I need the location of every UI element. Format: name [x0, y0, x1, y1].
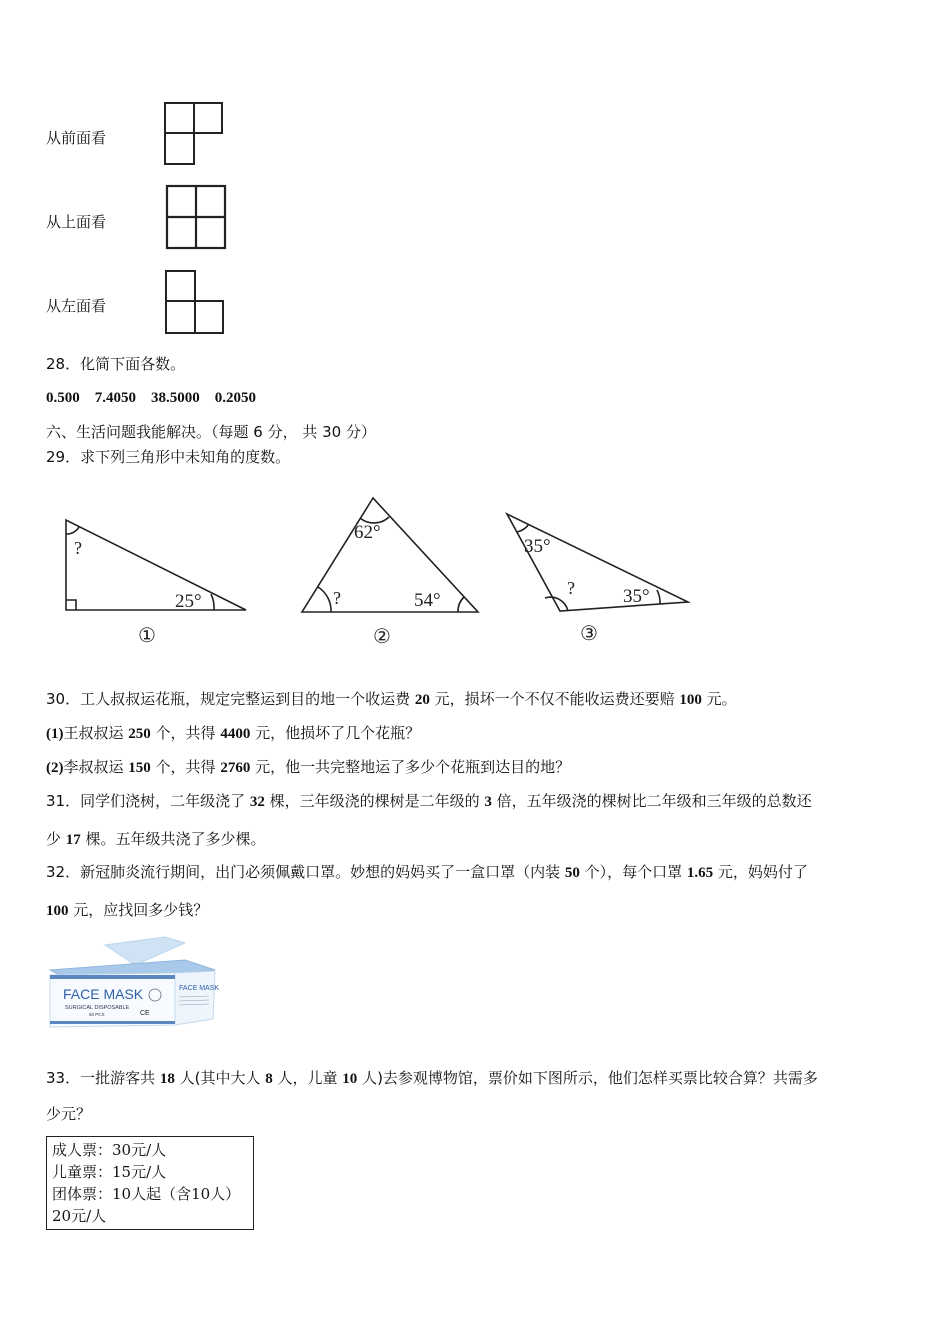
tri2-unknown: ?	[333, 588, 341, 608]
view-front-label: 从前面看	[46, 129, 107, 147]
ticket-price-table	[46, 1136, 254, 1230]
svg-text:SURGICAL DISPOSABLE: SURGICAL DISPOSABLE	[65, 1005, 130, 1011]
svg-text:FACE MASK: FACE MASK	[63, 986, 144, 1002]
price-row-child: 儿童票：15元/人	[52, 1163, 167, 1181]
top-view-figure	[160, 183, 232, 253]
q30-sub1: (1)王叔叔运 250 个，共得 4400 元，他损坏了几个花瓶？	[46, 724, 421, 742]
triangle-1	[66, 520, 246, 610]
q28-number: 0.500	[46, 390, 80, 406]
tri2-label: ②	[373, 626, 391, 648]
q33-line2: 少元？	[46, 1105, 92, 1123]
tri3-angle-right: 35°	[623, 586, 650, 607]
q31-line2: 少 17 棵。五年级共浇了多少棵。	[46, 830, 266, 848]
svg-text:FACE MASK: FACE MASK	[179, 985, 220, 992]
front-view-figure	[160, 100, 230, 170]
view-top-label: 从上面看	[46, 213, 107, 231]
q31-line1: 31．同学们浇树，二年级浇了 32 棵，三年级浇的棵树是二年级的 3 倍，五年级浇的棵树比二年级和三年级的总数还	[46, 792, 812, 810]
svg-text:50 PCS: 50 PCS	[89, 1012, 105, 1017]
view-left-label: 从左面看	[46, 297, 107, 315]
price-row-adult: 成人票：30元/人	[52, 1141, 167, 1159]
q32-line1: 32．新冠肺炎流行期间，出门必须佩戴口罩。妙想的妈妈买了一盒口罩（内装 50 个），每个口罩 1.65 元，妈妈付了	[46, 863, 808, 881]
q32-line2: 100 元，应找回多少钱？	[46, 901, 209, 919]
tri1-angle: 25°	[175, 591, 202, 612]
tri3-unknown: ?	[567, 578, 575, 598]
tri2-angle-right: 54°	[414, 590, 441, 611]
tri1-label: ①	[138, 625, 156, 647]
q28-numbers	[46, 388, 256, 408]
price-row-group: 团体票：10人起（含10人）	[52, 1185, 241, 1203]
triangle-2	[302, 498, 478, 612]
q30-sub2: (2)李叔叔运 150 个，共得 2760 元，他一共完整地运了多少个花瓶到达目的地？	[46, 758, 571, 776]
tri2-angle-top: 62°	[354, 522, 381, 543]
tri1-unknown: ?	[74, 538, 82, 558]
q28-title: 28．化简下面各数。	[46, 355, 186, 373]
q28-number: 7.4050	[94, 390, 136, 406]
q28-number: 0.2050	[214, 390, 256, 406]
tri3-angle-top: 35°	[524, 536, 551, 557]
q33-line1: 33．一批游客共 18 人(其中大人 8 人，儿童 10 人)去参观博物馆，票价如下图所示，他们怎样买票比较合算？共需多	[46, 1069, 818, 1087]
q30-line1: 30．工人叔叔运花瓶，规定完整运到目的地一个收运费 20 元，损坏一个不仅不能收运费还要赔 100 元。	[46, 690, 737, 708]
face-mask-box-image	[45, 935, 225, 1030]
q29-triangles	[40, 490, 710, 655]
q29-title: 29．求下列三角形中未知角的度数。	[46, 448, 291, 466]
left-view-figure	[160, 268, 232, 338]
svg-text:CE: CE	[140, 1010, 150, 1017]
triangle-3	[507, 514, 688, 611]
price-row-group-price: 20元/人	[52, 1207, 107, 1225]
section6-title: 六、生活问题我能解决。（每题 6 分， 共 30 分）	[46, 423, 376, 441]
q28-number: 38.5000	[151, 390, 200, 406]
tri3-label: ③	[580, 623, 598, 645]
